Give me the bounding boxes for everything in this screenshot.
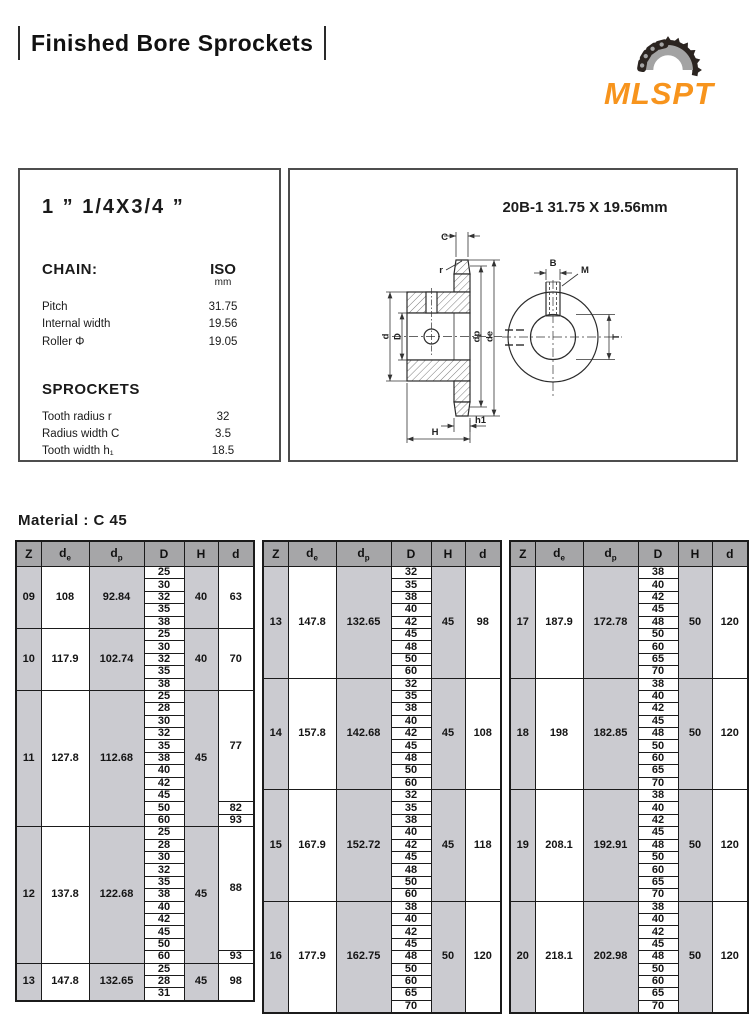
bore-cell: 42 [391, 839, 431, 851]
col-header-de [288, 541, 336, 567]
col-header-de [41, 541, 89, 567]
pitch-diameter-cell: 112.68 [89, 690, 144, 826]
teeth-count-cell: 13 [16, 963, 41, 1001]
bore-cell: 42 [638, 814, 678, 826]
pitch-diameter-cell: 192.91 [583, 790, 638, 902]
hub-width-cell: 45 [431, 567, 465, 679]
logo-wordmark: MLSPT [604, 76, 715, 110]
hub-diameter-cell: 82 [218, 802, 254, 814]
col-header-subscript: p [611, 553, 617, 563]
bore-cell: 60 [144, 814, 184, 826]
col-header-subscript: e [560, 553, 565, 563]
col-header-d [712, 541, 748, 567]
bore-cell: 50 [638, 740, 678, 752]
bore-cell: 38 [391, 901, 431, 913]
outside-diameter-cell: 198 [535, 678, 583, 790]
bore-cell: 70 [638, 1000, 678, 1013]
bore-cell: 48 [638, 839, 678, 851]
standard-name: ISO [210, 261, 236, 278]
page-header [18, 26, 326, 60]
bore-cell: 60 [391, 975, 431, 987]
bore-cell: 35 [144, 740, 184, 752]
sprocket-table-1 [15, 540, 255, 1002]
bore-cell: 60 [638, 752, 678, 764]
sprocket-table-wrap-1 [15, 540, 255, 1002]
bore-cell: 35 [144, 666, 184, 678]
bore-cell: 45 [638, 827, 678, 839]
bore-cell: 40 [144, 765, 184, 777]
teeth-count-cell: 12 [16, 827, 41, 963]
sprocket-chain-icon [596, 16, 738, 110]
bore-cell: 38 [638, 567, 678, 579]
bore-cell: 38 [391, 814, 431, 826]
col-header-text: d [59, 545, 67, 560]
spec-row [42, 334, 259, 351]
hub-width-cell: 50 [678, 790, 712, 902]
bore-cell: 70 [638, 777, 678, 789]
bore-cell: 65 [638, 653, 678, 665]
teeth-count-cell: 13 [263, 567, 288, 679]
table-row [263, 567, 501, 579]
chain-rows [42, 299, 259, 351]
col-header-text: H [690, 547, 700, 561]
bore-cell: 25 [144, 827, 184, 839]
bore-cell: 45 [391, 938, 431, 950]
brand-logo [596, 16, 738, 110]
bore-cell: 40 [391, 604, 431, 616]
col-header-text: d [553, 545, 561, 560]
bore-cell: 50 [144, 938, 184, 950]
bore-cell: 45 [391, 740, 431, 752]
bore-cell: 38 [391, 591, 431, 603]
sprocket-table-2 [262, 540, 502, 1014]
chain-label: CHAIN: [42, 261, 98, 278]
table-row [263, 901, 501, 913]
bore-cell: 48 [391, 752, 431, 764]
drawing-title: 20B-1 31.75 X 19.56mm [502, 199, 668, 216]
header-row [263, 541, 501, 567]
table-row [510, 901, 748, 913]
bore-cell: 38 [638, 901, 678, 913]
col-header-text: d [110, 545, 118, 560]
hub-width-cell: 45 [431, 678, 465, 790]
bore-cell: 42 [638, 591, 678, 603]
col-header-h [431, 541, 465, 567]
bore-cell: 42 [144, 913, 184, 925]
dim-label-r: r [439, 265, 443, 276]
col-header-text: d [726, 547, 734, 561]
col-header-dp [583, 541, 638, 567]
bore-cell: 25 [144, 567, 184, 579]
outside-diameter-cell: 177.9 [288, 901, 336, 1013]
col-header-d [638, 541, 678, 567]
size-title: 1 ” 1/4X3/4 ” [42, 196, 185, 218]
hub-width-cell: 50 [678, 901, 712, 1013]
hub-diameter-cell: 120 [712, 790, 748, 902]
bore-cell: 60 [391, 666, 431, 678]
bore-cell: 32 [144, 864, 184, 876]
bore-cell: 50 [144, 802, 184, 814]
bore-cell: 42 [144, 777, 184, 789]
bore-cell: 28 [144, 703, 184, 715]
bore-cell: 35 [391, 579, 431, 591]
bore-cell: 42 [391, 616, 431, 628]
outside-diameter-cell: 187.9 [535, 567, 583, 679]
dim-label-de: de [484, 330, 496, 343]
bore-cell: 48 [638, 616, 678, 628]
table-row [16, 690, 254, 702]
bore-cell: 40 [144, 901, 184, 913]
teeth-count-cell: 17 [510, 567, 535, 679]
bore-cell: 48 [638, 728, 678, 740]
bore-cell: 42 [638, 926, 678, 938]
hub-width-cell: 40 [184, 567, 218, 629]
material-label: Material : C 45 [18, 512, 128, 529]
bore-cell: 48 [391, 864, 431, 876]
spec-value: 18.5 [211, 445, 235, 458]
teeth-count-cell: 09 [16, 567, 41, 629]
bore-cell: 45 [391, 851, 431, 863]
pitch-diameter-cell: 132.65 [336, 567, 391, 679]
bore-cell: 38 [144, 678, 184, 690]
bore-cell: 30 [144, 851, 184, 863]
dim-label-bore: D [392, 333, 404, 340]
col-header-text: D [653, 547, 663, 561]
dim-label-H: H [431, 427, 439, 438]
pitch-diameter-cell: 172.78 [583, 567, 638, 679]
bore-cell: 35 [144, 604, 184, 616]
bore-cell: 50 [391, 765, 431, 777]
bore-cell: 38 [144, 752, 184, 764]
teeth-count-cell: 11 [16, 690, 41, 826]
bore-cell: 25 [144, 963, 184, 975]
bore-cell: 70 [638, 889, 678, 901]
bore-cell: 30 [144, 641, 184, 653]
outside-diameter-cell: 147.8 [288, 567, 336, 679]
spec-row [42, 299, 259, 316]
outside-diameter-cell: 147.8 [41, 963, 89, 1001]
spec-row [42, 443, 259, 460]
bore-cell: 30 [144, 579, 184, 591]
outside-diameter-cell: 208.1 [535, 790, 583, 902]
col-header-subscript: e [313, 553, 318, 563]
dim-label-M: M [581, 265, 589, 276]
outside-diameter-cell: 117.9 [41, 628, 89, 690]
col-header-text: D [159, 547, 169, 561]
bore-cell: 42 [638, 703, 678, 715]
col-header-dp [89, 541, 144, 567]
col-header-de [535, 541, 583, 567]
bore-cell: 42 [391, 728, 431, 740]
page-title: Finished Bore Sprockets [31, 29, 314, 56]
table-row [16, 963, 254, 975]
bore-cell: 40 [638, 579, 678, 591]
spec-label: Radius width C [42, 428, 120, 440]
col-header-subscript: p [117, 553, 123, 563]
hub-diameter-cell: 98 [465, 567, 501, 679]
spec-row [42, 316, 259, 333]
bore-cell: 31 [144, 988, 184, 1001]
col-header-text: H [443, 547, 453, 561]
col-header-text: d [479, 547, 487, 561]
hub-diameter-cell: 120 [712, 567, 748, 679]
hub-diameter-cell: 63 [218, 567, 254, 629]
title-right-bar [324, 26, 326, 60]
standard-unit: mm [214, 277, 232, 288]
hub-diameter-cell: 120 [712, 678, 748, 790]
col-header-z [16, 541, 41, 567]
pitch-diameter-cell: 92.84 [89, 567, 144, 629]
outside-diameter-cell: 108 [41, 567, 89, 629]
teeth-count-cell: 14 [263, 678, 288, 790]
bore-cell: 60 [391, 889, 431, 901]
bore-cell: 60 [391, 777, 431, 789]
outside-diameter-cell: 218.1 [535, 901, 583, 1013]
bore-cell: 38 [144, 616, 184, 628]
pitch-diameter-cell: 182.85 [583, 678, 638, 790]
bore-cell: 48 [638, 951, 678, 963]
outside-diameter-cell: 167.9 [288, 790, 336, 902]
bore-cell: 38 [144, 889, 184, 901]
bore-cell: 65 [638, 876, 678, 888]
bore-cell: 40 [391, 827, 431, 839]
bore-cell: 65 [638, 765, 678, 777]
dim-label-c: C [441, 232, 448, 243]
bore-cell: 32 [144, 728, 184, 740]
col-header-text: Z [519, 547, 527, 561]
col-header-z [510, 541, 535, 567]
hub-diameter-cell: 77 [218, 690, 254, 802]
col-header-dp [336, 541, 391, 567]
hub-diameter-cell: 98 [218, 963, 254, 1001]
bore-cell: 65 [391, 988, 431, 1000]
sprocket-table-3 [509, 540, 749, 1014]
col-header-d [391, 541, 431, 567]
bore-cell: 50 [391, 653, 431, 665]
hub-diameter-cell: 93 [218, 951, 254, 963]
pitch-diameter-cell: 162.75 [336, 901, 391, 1013]
bore-cell: 40 [391, 913, 431, 925]
bore-cell: 48 [391, 641, 431, 653]
teeth-count-cell: 16 [263, 901, 288, 1013]
bore-cell: 40 [638, 913, 678, 925]
bore-cell: 60 [144, 951, 184, 963]
table-row [510, 790, 748, 802]
col-header-h [184, 541, 218, 567]
hub-diameter-cell: 88 [218, 827, 254, 951]
col-header-subscript: e [66, 553, 71, 563]
bore-cell: 40 [638, 690, 678, 702]
hub-width-cell: 40 [184, 628, 218, 690]
bore-cell: 50 [391, 963, 431, 975]
bore-cell: 40 [638, 802, 678, 814]
bore-cell: 65 [638, 988, 678, 1000]
outside-diameter-cell: 127.8 [41, 690, 89, 826]
technical-drawing-panel [288, 168, 738, 462]
spec-row [42, 409, 259, 426]
col-header-d [465, 541, 501, 567]
dim-label-h1: h1 [475, 415, 487, 426]
bore-cell: 42 [391, 926, 431, 938]
hub-width-cell: 45 [184, 827, 218, 963]
hub-width-cell: 50 [431, 901, 465, 1013]
chain-spec-panel [18, 168, 281, 462]
pitch-diameter-cell: 142.68 [336, 678, 391, 790]
bore-cell: 45 [638, 604, 678, 616]
title-left-bar [18, 26, 20, 60]
bore-cell: 48 [391, 951, 431, 963]
pitch-diameter-cell: 132.65 [89, 963, 144, 1001]
hub-width-cell: 45 [431, 790, 465, 902]
bore-cell: 45 [144, 790, 184, 802]
spec-value: 3.5 [215, 428, 231, 440]
bore-cell: 25 [144, 628, 184, 640]
spec-value: 19.05 [208, 335, 238, 348]
spec-value: 31.75 [208, 301, 238, 313]
bore-cell: 32 [391, 790, 431, 802]
header-row [510, 541, 748, 567]
hub-width-cell: 45 [184, 963, 218, 1001]
col-header-text: d [357, 545, 365, 560]
col-header-text: D [406, 547, 416, 561]
spec-label: Internal width [42, 318, 111, 331]
col-header-h [678, 541, 712, 567]
dim-label-T: T [611, 334, 622, 340]
dim-label-d: d [380, 333, 392, 340]
bore-cell: 35 [144, 876, 184, 888]
col-header-d [144, 541, 184, 567]
outside-diameter-cell: 157.8 [288, 678, 336, 790]
bore-cell: 60 [638, 975, 678, 987]
bore-cell: 45 [391, 628, 431, 640]
hub-width-cell: 45 [184, 690, 218, 826]
bore-cell: 28 [144, 839, 184, 851]
sprockets-label: SPROCKETS [42, 380, 140, 398]
dim-label-dp: dp [471, 330, 483, 343]
bore-cell: 50 [638, 628, 678, 640]
pitch-diameter-cell: 102.74 [89, 628, 144, 690]
col-header-z [263, 541, 288, 567]
teeth-count-cell: 19 [510, 790, 535, 902]
col-header-text: Z [272, 547, 280, 561]
teeth-count-cell: 20 [510, 901, 535, 1013]
bore-cell: 25 [144, 690, 184, 702]
spec-label: Roller Φ [42, 335, 85, 348]
bore-cell: 70 [391, 1000, 431, 1013]
spec-value: 32 [216, 410, 230, 423]
dim-label-B: B [549, 258, 557, 269]
hub-width-cell: 50 [678, 678, 712, 790]
bore-cell: 45 [144, 926, 184, 938]
bore-cell: 60 [638, 864, 678, 876]
bore-cell: 35 [391, 690, 431, 702]
col-header-text: d [604, 545, 612, 560]
bore-cell: 32 [391, 678, 431, 690]
hub-diameter-cell: 108 [465, 678, 501, 790]
bore-cell: 32 [391, 567, 431, 579]
hub-width-cell: 50 [678, 567, 712, 679]
col-header-subscript: p [364, 553, 370, 563]
bore-cell: 28 [144, 975, 184, 987]
sprocket-table-wrap-2 [262, 540, 502, 1014]
table-row [16, 827, 254, 839]
col-header-d [218, 541, 254, 567]
sprocket-rows [42, 409, 259, 461]
spec-label: Tooth width h₁ [42, 445, 114, 458]
teeth-count-cell: 15 [263, 790, 288, 902]
hub-diameter-cell: 118 [465, 790, 501, 902]
hub-diameter-cell: 70 [218, 628, 254, 690]
outside-diameter-cell: 137.8 [41, 827, 89, 963]
pitch-diameter-cell: 122.68 [89, 827, 144, 963]
teeth-count-cell: 18 [510, 678, 535, 790]
hub-diameter-cell: 120 [465, 901, 501, 1013]
spec-label: Tooth radius r [42, 410, 112, 423]
bore-cell: 30 [144, 715, 184, 727]
bore-cell: 45 [638, 715, 678, 727]
col-header-text: d [306, 545, 314, 560]
spec-row [42, 426, 259, 443]
hub-diameter-cell: 93 [218, 814, 254, 826]
header-row [16, 541, 254, 567]
bore-cell: 38 [638, 790, 678, 802]
bore-cell: 45 [638, 938, 678, 950]
bore-cell: 50 [391, 876, 431, 888]
bore-cell: 70 [638, 666, 678, 678]
bore-cell: 35 [391, 802, 431, 814]
col-header-text: H [196, 547, 206, 561]
bore-cell: 32 [144, 591, 184, 603]
pitch-diameter-cell: 152.72 [336, 790, 391, 902]
sprocket-table-wrap-3 [509, 540, 749, 1014]
sprocket-drawing [290, 170, 736, 460]
bore-cell: 60 [638, 641, 678, 653]
hub-diameter-cell: 120 [712, 901, 748, 1013]
table-row [263, 790, 501, 802]
col-header-text: d [232, 547, 240, 561]
bore-cell: 50 [638, 851, 678, 863]
table-row [16, 628, 254, 640]
table-row [16, 567, 254, 579]
bore-cell: 38 [391, 703, 431, 715]
bore-cell: 40 [391, 715, 431, 727]
table-row [510, 678, 748, 690]
teeth-count-cell: 10 [16, 628, 41, 690]
pitch-diameter-cell: 202.98 [583, 901, 638, 1013]
bore-cell: 32 [144, 653, 184, 665]
bore-cell: 50 [638, 963, 678, 975]
table-row [510, 567, 748, 579]
spec-label: Pitch [42, 301, 68, 313]
col-header-text: Z [25, 547, 33, 561]
spec-value: 19.56 [208, 318, 238, 331]
bore-cell: 38 [638, 678, 678, 690]
table-row [263, 678, 501, 690]
chain-section-header [42, 261, 259, 288]
